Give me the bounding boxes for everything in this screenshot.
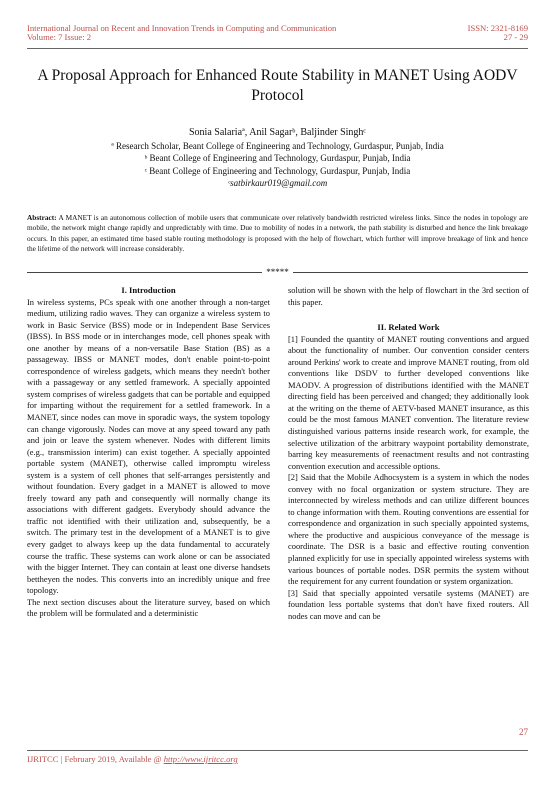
journal-name: International Journal on Recent and Innovation Trends in Computing and Communication xyxy=(27,23,337,33)
related-work-paragraph-2: [2] Said that the Mobile Adhocsystem is a system in which the nodes convey with no focal organization or system structure. They are interconnected by wireless methods and can utilize different bounces to change information with them. Routing conventions are essential for correspondence and organization in such specially appointed systems, where the productive and auspicious conveyance of the message is coordinate. The DSR is a basic and effective routing convention planned explicitly for use in specially appointed wireless systems with various bounces of portable nodes. DSR permits the system without the requirement for any current foundation or system organization. xyxy=(288,472,529,587)
separator-stars: ***** xyxy=(266,267,289,277)
affiliation-b: ᵇ Beant College of Engineering and Technology, Gurdaspur, Punjab, India xyxy=(144,153,411,164)
author-block xyxy=(27,127,528,190)
author-names: Sonia Salariaª, Anil Sagarᵇ, Baljinder Singhᶜ xyxy=(188,127,366,138)
footer-rule xyxy=(27,750,528,751)
footer xyxy=(27,754,238,764)
abstract xyxy=(27,213,528,255)
abstract-text: A MANET is an autonomous collection of mobile users that communicate over relatively bandwidth restricted wireless links. Since the nodes in topology are mobile, the network might change rapidly and unpredictably with time. Due to mobility of nodes in a network, the path stability is disturbed and hence the link breakage occurs. In this paper, an estimated time based stable routing methodology is proposed with the help of flowchart, which further will improve breakage of link and hence the lifetime of the network will increase considerably. xyxy=(27,213,528,254)
related-work-heading: II. Related Work xyxy=(377,322,440,333)
header-rule xyxy=(27,48,528,49)
section-separator xyxy=(27,267,528,277)
related-work-paragraph-3: [3] Said that specially appointed versatile systems (MANET) are foundation less portable systems that don't have fixed routers. All nodes can move and can be xyxy=(288,587,529,621)
intro-paragraph-1: In wireless systems, PCs speak with one another through a non-target medium, utilizing radio waves. They can organize a wireless system to work in Basic Service (BSS) mode or in Independent Base Services (IBSS). In BSS mode or in interchanges mode, cell phones speak with one another by means of a non-versatile Base Station (BS) as a passageway. IBSS or MANET modes, don't enable point-to-point correspondence of wireless gadgets, which means they needn't bother with a passageway or any settled framework. A specially appointed system comprises of wireless gadgets that can be portable and equipped for imparting without the requirement for a settled framework. In a MANET, since nodes can move in sporadic ways, the system topology can change vigorously. Nodes can move at any speed toward any path and join or leave the system whenever. Nodes with different limits (e.g., transmission interim) can exist together. A specially appointed portable system (MANET), otherwise called impromptu wireless system is a system of cell phones that self-arranges persistently and without foundation. Every gadget in a MANET is allowed to move freely toward any path and consequently will normally change its associations with different gadgets. Everybody should advance the traffic not identified with their utilization and, subsequently, be a switch. The primary test in the development of a MANET is to give every gadget to always keep up the data fundamental to accurately course the traffic. These systems can work alone or can be associated with the bigger Internet. They can contain at least one diverse handsets betthеyen the nodes. This converts into an incredibly unique and free topology. xyxy=(27,296,270,596)
left-column xyxy=(27,285,270,620)
running-header-left xyxy=(27,24,336,42)
running-header-right xyxy=(468,24,528,42)
separator-line-right xyxy=(293,272,528,273)
paper-title: A Proposal Approach for Enhanced Route Stability in MANET Using AODV Protocol xyxy=(37,67,518,104)
intro-continuation: solution will be shown with the help of flowchart in the 3rd section of this paper. xyxy=(288,285,529,307)
affiliation-a: ª Research Scholar, Beant College of Engineering and Technology, Gurdaspur, Punjab, India xyxy=(111,140,444,151)
volume-issue: Volume: 7 Issue: 2 xyxy=(27,32,92,42)
separator-line-left xyxy=(27,272,262,273)
related-work-paragraph-1: [1] Founded the quantity of MANET routing conventions and argued about the functionality of number. Our convention consider centers around Perkins' work to create and improve MANET routing, from old conventions like DSDV to further developed conventions like MAODV. A progression of distributions identified with the MANET directing field has been perceived and changed; they additionally look at the writing on the theme of AETV-based MANET insurance, as this could be the most famous MANET convention. The literature review distinguished various patterns inside research work, for example, the selective utilization of the arbitrary waypoint portability demonstrate, barring key measurements of reenactment results and not contrasting convention execution and accessible options. xyxy=(288,333,529,471)
abstract-label: Abstract: xyxy=(27,213,57,222)
footer-url[interactable]: http://www.ijritcc.org xyxy=(163,754,238,764)
page-range: 27 - 29 xyxy=(503,32,528,42)
page-number: 27 xyxy=(519,727,528,737)
author-email[interactable]: ᶜsatbirkaur019@gmail.com xyxy=(227,178,328,189)
intro-paragraph-2: The next section discuses about the literature survey, based on which the problem will be formulated and a deterministic xyxy=(27,596,270,619)
introduction-heading: I. Introduction xyxy=(121,285,176,295)
affiliation-c: ᶜ Beant College of Engineering and Technology, Gurdaspur, Punjab, India xyxy=(144,165,411,176)
spacer xyxy=(288,308,529,322)
right-column xyxy=(288,285,529,622)
footer-text: IJRITCC | February 2019, Available @ xyxy=(27,754,164,764)
issn: ISSN: 2321-8169 xyxy=(467,23,528,33)
